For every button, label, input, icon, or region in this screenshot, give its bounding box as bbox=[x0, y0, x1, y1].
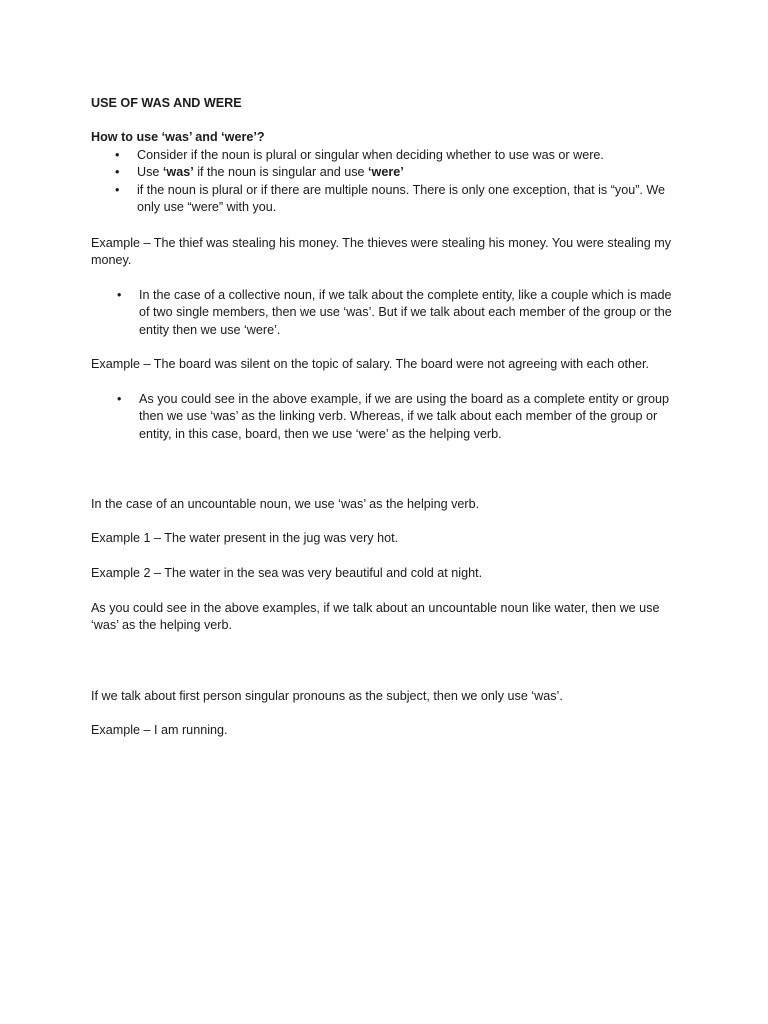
bullet-icon: • bbox=[115, 148, 120, 162]
list-item bbox=[115, 147, 685, 164]
list-item bbox=[117, 287, 679, 339]
list-item bbox=[115, 182, 685, 217]
collective-text: In the case of a collective noun, if we talk about the complete entity, like a couple which is made of two single members, then we use ‘was’. But if we talk about each member of the group or the entity then we use ‘were’. bbox=[139, 288, 672, 337]
document-title: USE OF WAS AND WERE bbox=[91, 96, 242, 110]
example-paragraph: Example 1 – The water present in the jug was very hot. bbox=[91, 531, 399, 545]
rule-keyword-were: ‘were’ bbox=[368, 165, 404, 180]
bullet-icon: • bbox=[117, 288, 122, 302]
list-item bbox=[115, 164, 685, 181]
rule-text: Consider if the noun is plural or singular when deciding whether to use was or were. bbox=[137, 148, 604, 162]
rule-text-prefix: Use bbox=[137, 165, 163, 180]
rule-text: if the noun is plural or if there are multiple nouns. There is only one exception, that is “you”. We only use “were” with you. bbox=[137, 182, 666, 215]
body-paragraph: If we talk about first person singular pronouns as the subject, then we only use ‘was’. bbox=[91, 689, 563, 703]
collective-list bbox=[117, 287, 679, 339]
question-heading: How to use ‘was’ and ‘were’? bbox=[91, 130, 265, 144]
example-paragraph: Example – The thief was stealing his money. The thieves were stealing his money. You were stealing my money. bbox=[91, 236, 672, 268]
bullet-icon: • bbox=[115, 165, 120, 180]
bullet-icon: • bbox=[115, 182, 120, 197]
rules-list bbox=[115, 147, 685, 217]
rule-keyword-was: ‘was’ bbox=[162, 165, 194, 180]
example-paragraph: Example – I am running. bbox=[91, 723, 228, 737]
example-paragraph: Example 2 – The water in the sea was very beautiful and cold at night. bbox=[91, 566, 483, 580]
body-paragraph: As you could see in the above examples, if we talk about an uncountable noun like water, then we use ‘was’ as the helping verb. bbox=[91, 601, 660, 633]
example-paragraph: Example – The board was silent on the topic of salary. The board were not agreeing with each other. bbox=[91, 357, 649, 371]
rule-text-middle: if the noun is singular and use bbox=[193, 165, 369, 180]
list-item bbox=[117, 391, 684, 443]
board-text: As you could see in the above example, if we are using the board as a complete entity or group then we use ‘was’ as the linking verb. Whereas, if we talk about each member of the group or entity, in this case, board, then we use ‘were’ as the helping verb. bbox=[139, 392, 669, 441]
body-paragraph: In the case of an uncountable noun, we use ‘was’ as the helping verb. bbox=[91, 497, 480, 511]
board-list bbox=[117, 391, 684, 443]
bullet-icon: • bbox=[117, 392, 122, 406]
